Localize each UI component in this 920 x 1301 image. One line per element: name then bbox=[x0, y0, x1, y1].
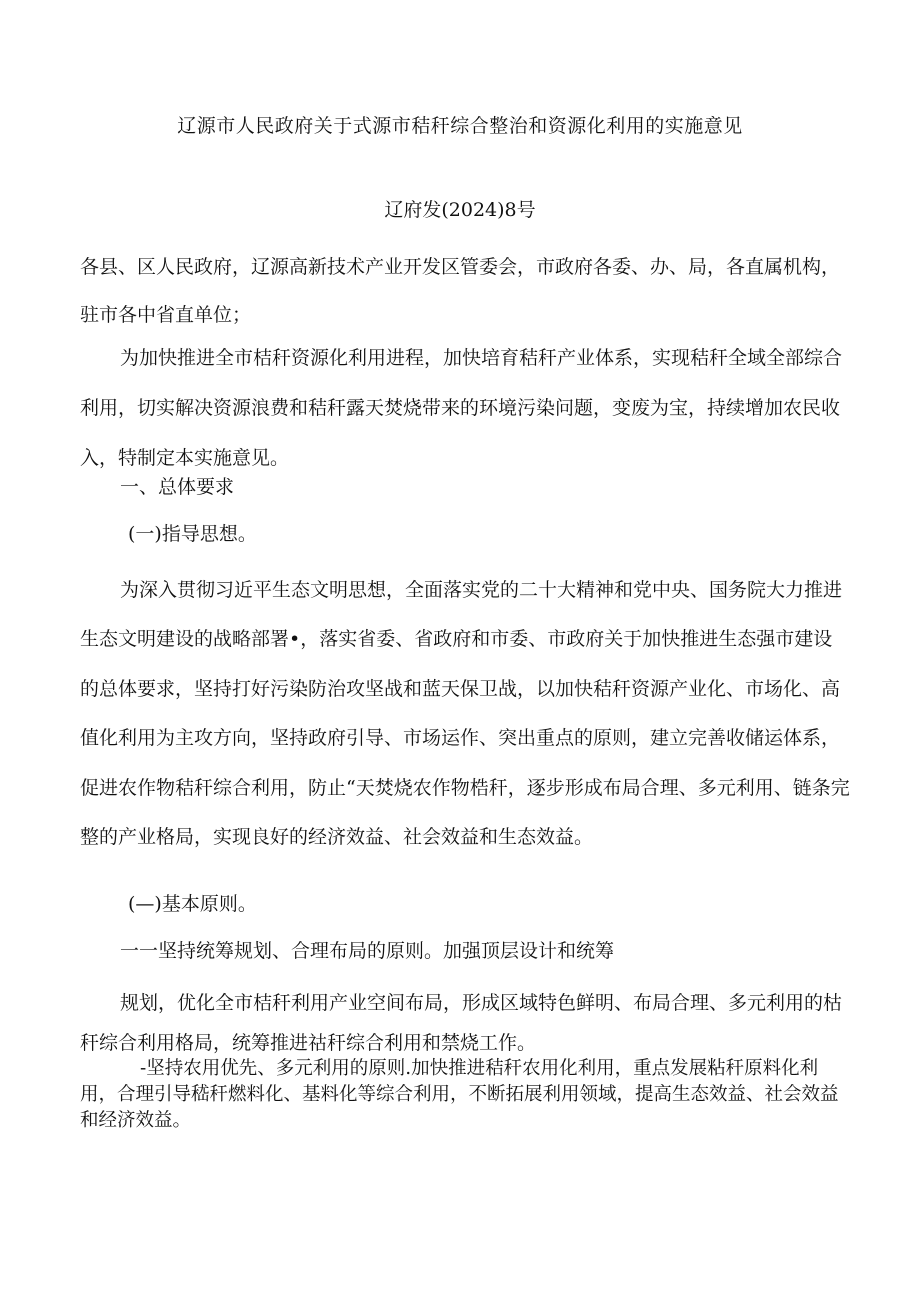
guiding-ideology-paragraph: 为深入贯彻习近平生态文明思想，全面落实党的二十大精神和党中央、国务院大力推进生态文明建设的战略部署•，落实省委、省政府和市委、市政府关于加快推进生态强市建设的总体要求，坚持打好污染防治攻坚战和蓝天保卫战，以加快秸秆资源产业化、市场化、高值化利用为主攻方向，坚持政府引导、市场运作、突出重点的原则，建立完善收储运体系，促进农作物秸秆综合利用，防止“天焚烧农作物梏秆，逐步形成布局合理、多元利用、链条完整的产业格局，实现良好的经济效益、社会效益和生态效益。 bbox=[80, 579, 850, 849]
intro-paragraph: 为加快推进全市桔秆资源化利用进程，加快培育秸秆产业体系，实现秸秆全域全部综合利用，切实解决资源浪费和秸秆露天焚烧带来的环境污染问题，变废为宝，持续增加农民收入，特制定本实施意见。 bbox=[80, 347, 843, 469]
addressees-paragraph: 各县、区人民政府，辽源高新技术产业开发区管委会，市政府各委、办、局，各直属机构，驻市各中省直单位； bbox=[80, 256, 841, 326]
document-title: 辽源市人民政府关于式源市秸秆综合整治和资源化利用的实施意见 bbox=[177, 115, 743, 137]
document-number: 辽府发(2024)8号 bbox=[384, 199, 536, 221]
principle-2-paragraph: -坚持农用优先、多元利用的原则.加快推进秸秆农用化利用，重点发展粘秆原料化利用，合理引导嵇秆燃料化、基料化等综合利用，不断拓展利用领域，提高生态效益、社会效益和经济效益。 bbox=[80, 1058, 839, 1131]
principle-1-continuation: 规划，优化全市桔秆利用产业空间布局，形成区域特色鲜明、布局合理、多元利用的枯秆综合利用格局，统筹推进祜秆综合利用和禁烧工作。 bbox=[80, 992, 843, 1054]
subsection-heading-guiding-ideology: (一)指导思想。 bbox=[128, 523, 257, 545]
subsection-heading-basic-principles: (—)基本原则。 bbox=[128, 893, 257, 915]
section-heading-general-requirements: 一、总体要求 bbox=[120, 476, 235, 498]
principle-1-lead: 一一坚持统筹规划、合理布局的原则。加强顶层设计和统筹 bbox=[120, 940, 615, 962]
